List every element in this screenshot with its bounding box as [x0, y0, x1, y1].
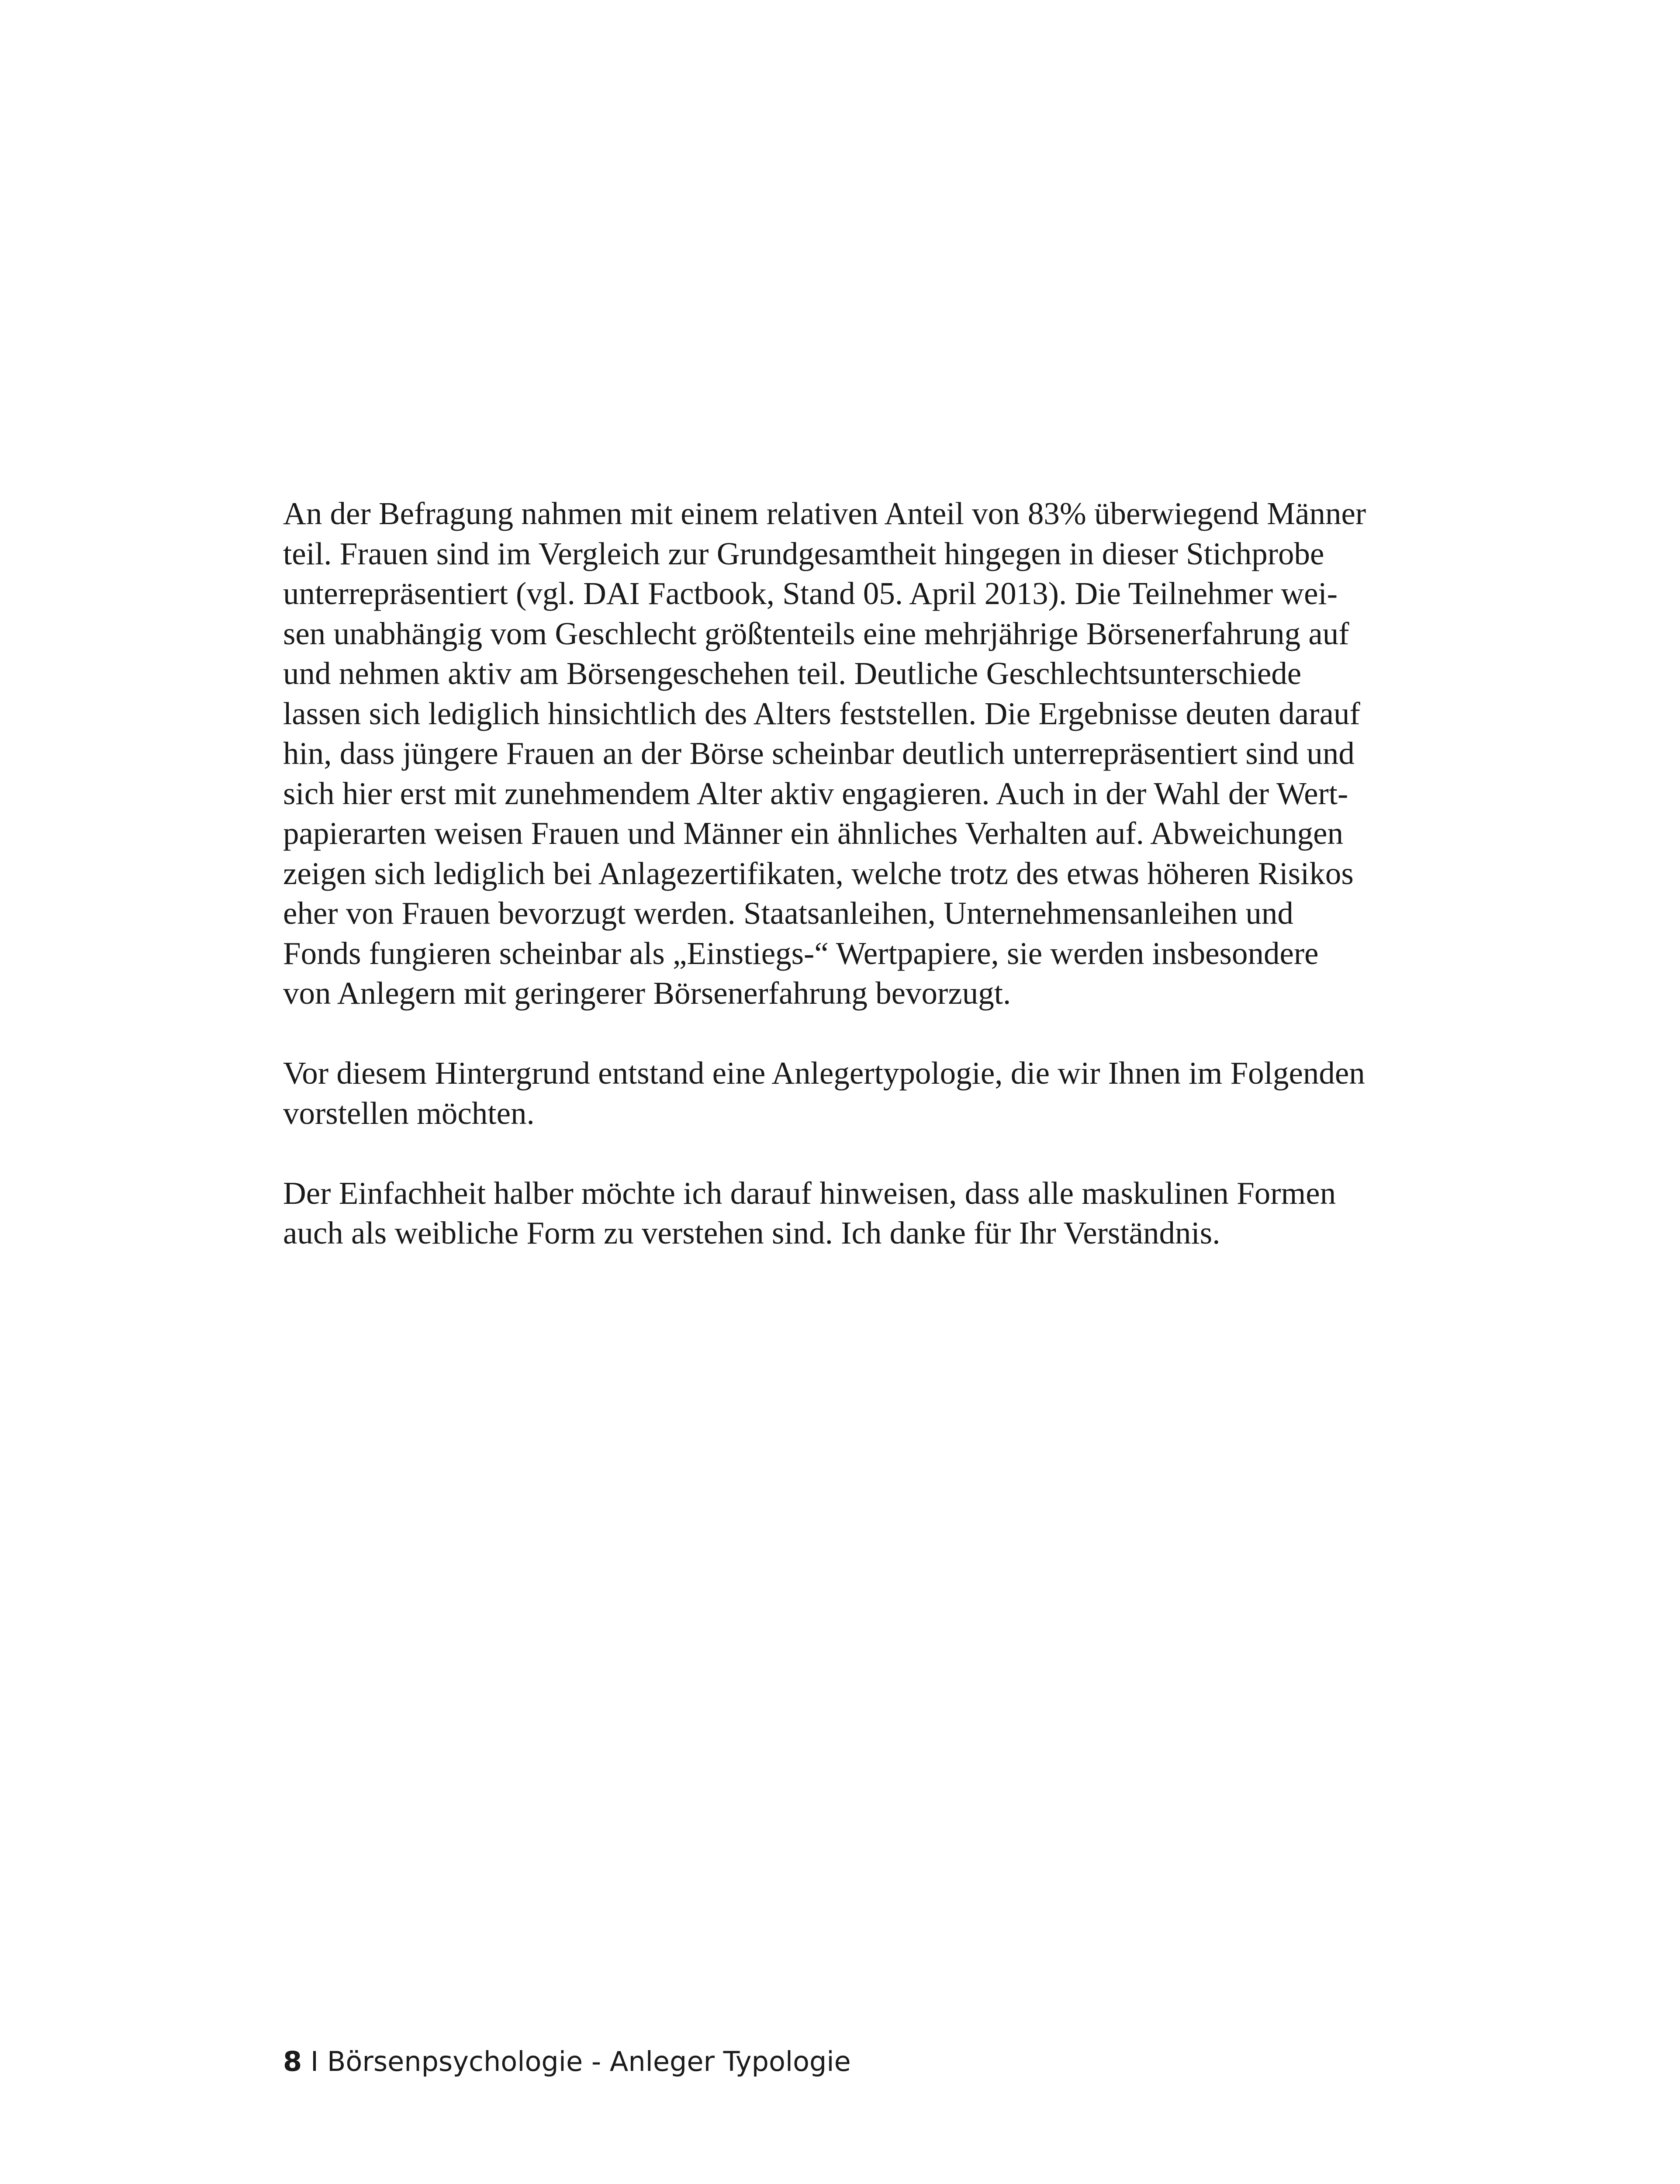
page-footer: [283, 2044, 851, 2079]
text-line: auch als weibliche Form zu verstehen sind. Ich danke für Ihr Verständnis.: [283, 1215, 1220, 1251]
text-line: vorstellen möchten.: [283, 1095, 535, 1131]
text-line: An der Befragung nahmen mit einem relativen Anteil von 83% überwiegend Männer: [283, 496, 1366, 531]
text-line: eher von Frauen bevorzugt werden. Staatsanleihen, Unternehmensanleihen und: [283, 895, 1293, 931]
text-line: sen unabhängig vom Geschlecht größtenteils eine mehrjährige Börsenerfahrung auf: [283, 615, 1349, 651]
paragraph-gender-note: [283, 1173, 1401, 1253]
text-line: papierarten weisen Frauen und Männer ein ähnliches Verhalten auf. Abweichungen: [283, 816, 1344, 851]
text-line: teil. Frauen sind im Vergleich zur Grundgesamtheit hingegen in dieser Stichprobe: [283, 536, 1324, 571]
text-line: und nehmen aktiv am Börsengeschehen teil. Deutliche Geschlechtsunterschiede: [283, 656, 1302, 691]
text-line: von Anlegern mit geringerer Börsenerfahrung bevorzugt.: [283, 975, 1011, 1011]
text-line: Der Einfachheit halber möchte ich darauf hinweisen, dass alle maskulinen Formen: [283, 1175, 1336, 1211]
body-text: [283, 494, 1401, 1253]
text-line: Fonds fungieren scheinbar als „Einstiegs-“ Wertpapiere, sie werden insbesondere: [283, 935, 1319, 971]
text-line: unterrepräsentiert (vgl. DAI Factbook, Stand 05. April 2013). Die Teilnehmer wei-: [283, 576, 1338, 611]
text-line: sich hier erst mit zunehmendem Alter aktiv engagieren. Auch in der Wahl der Wert-: [283, 775, 1348, 811]
text-line: zeigen sich lediglich bei Anlagezertifikaten, welche trotz des etwas höheren Risikos: [283, 855, 1354, 891]
paragraph-survey-results: [283, 494, 1401, 1013]
text-line: lassen sich lediglich hinsichtlich des Alters feststellen. Die Ergebnisse deuten darauf: [283, 695, 1360, 731]
paragraph-spacer: [283, 1013, 1401, 1054]
text-line: Vor diesem Hintergrund entstand eine Anlegertypologie, die wir Ihnen im Folgenden: [283, 1055, 1365, 1091]
page-number: 8: [283, 2046, 302, 2077]
text-line: hin, dass jüngere Frauen an der Börse scheinbar deutlich unterrepräsentiert sind und: [283, 736, 1355, 771]
paragraph-spacer: [283, 1133, 1401, 1173]
paragraph-typology-intro: [283, 1053, 1401, 1133]
footer-separator: I: [310, 2046, 319, 2077]
footer-title: Börsenpsychologie - Anleger Typologie: [327, 2046, 851, 2077]
